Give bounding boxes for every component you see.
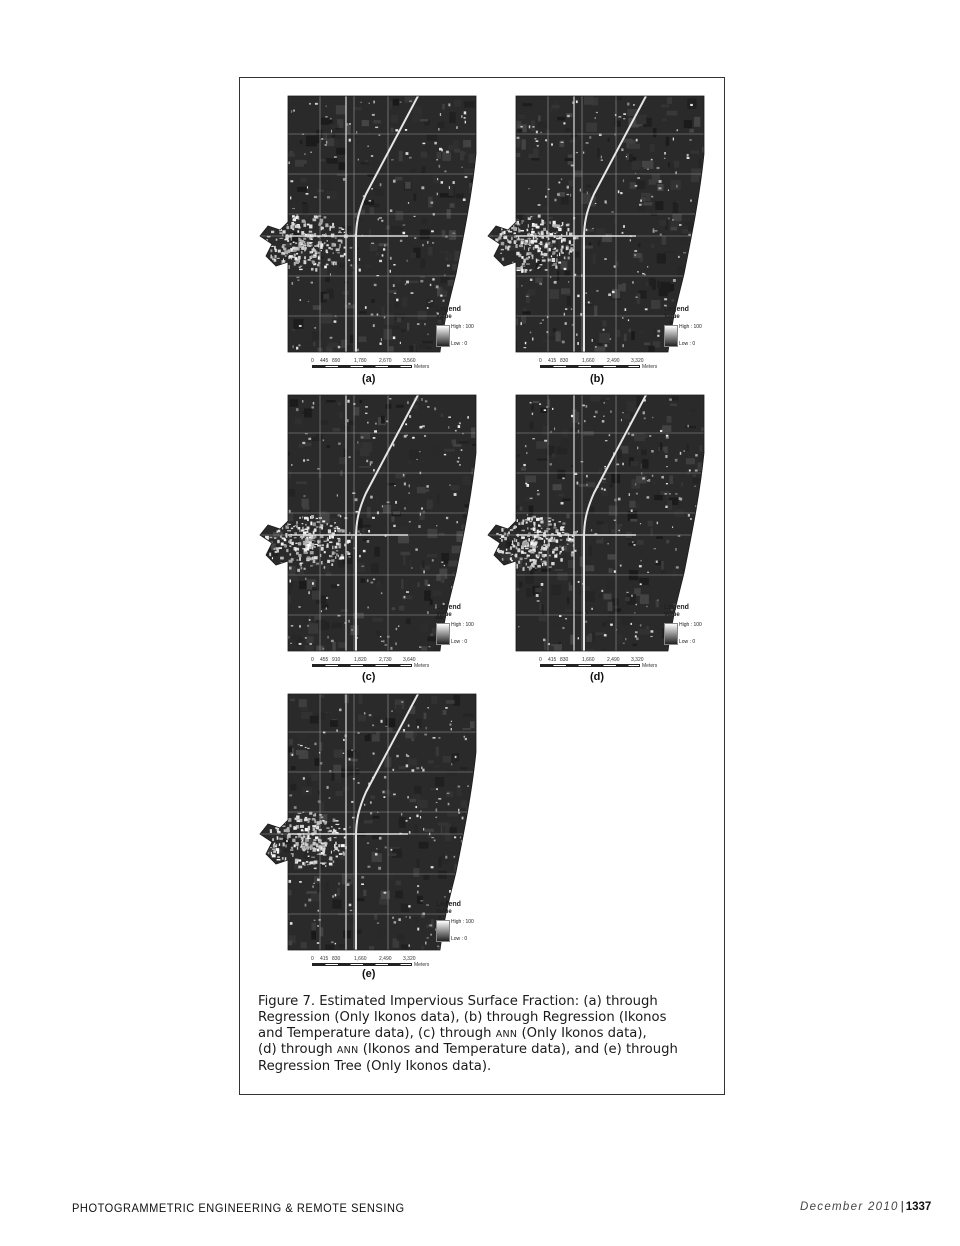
scale-tick: 0	[311, 956, 314, 962]
scale-unit: Meters	[414, 364, 430, 370]
legend-title: Legend	[436, 604, 461, 611]
legend-value-label: Value	[436, 909, 452, 915]
journal-name: PHOTOGRAMMETRIC ENGINEERING & REMOTE SENSING	[72, 1201, 405, 1215]
legend-high: High : 100	[451, 324, 474, 330]
scale-tick: 1,660	[354, 956, 367, 962]
caption-acronym: ANN	[495, 1028, 518, 1040]
scale-tick: 2,730	[379, 657, 392, 663]
map-panel-a	[258, 94, 474, 394]
scale-unit: Meters	[414, 962, 430, 968]
legend	[436, 901, 474, 942]
legend-value-label: Value	[436, 612, 452, 618]
scale-tick: 3,320	[403, 956, 416, 962]
legend	[436, 306, 474, 347]
scale-tick: 3,320	[631, 657, 644, 663]
scale-tick: 3,640	[403, 657, 416, 663]
legend-value-label: Value	[664, 612, 680, 618]
scale-bar-graphic	[312, 963, 412, 966]
scale-tick: 415	[320, 956, 329, 962]
map-panel-e	[258, 692, 474, 992]
caption-acronym: ANN	[336, 1045, 359, 1057]
scale-tick: 1,660	[582, 358, 595, 364]
scale-tick: 2,490	[607, 657, 620, 663]
panel-label-b: (b)	[590, 373, 605, 385]
scale-tick: 890	[332, 358, 341, 364]
panel-label-c: (c)	[362, 671, 376, 683]
caption-line: Regression Tree (Only Ikonos data).	[258, 1059, 492, 1075]
map-panel-d	[486, 393, 702, 693]
caption-text: (d) through	[258, 1042, 337, 1058]
legend-value-label: Value	[436, 314, 452, 320]
scale-tick: 1,820	[354, 657, 367, 663]
scale-tick: 0	[539, 358, 542, 364]
scale-tick: 3,320	[631, 358, 644, 364]
panel-label-e: (e)	[362, 968, 376, 980]
scale-tick: 0	[311, 358, 314, 364]
scale-unit: Meters	[642, 663, 658, 669]
legend	[436, 604, 474, 645]
legend-color-ramp	[436, 325, 450, 347]
scale-tick: 2,490	[607, 358, 620, 364]
footer-separator: |	[900, 1201, 904, 1213]
scale-tick: 2,490	[379, 956, 392, 962]
legend-low: Low : 0	[451, 341, 468, 347]
page-footer	[800, 1201, 931, 1213]
legend-high: High : 100	[679, 622, 702, 628]
legend-title: Legend	[664, 306, 689, 313]
scale-unit: Meters	[642, 364, 658, 370]
scale-tick: 415	[548, 657, 557, 663]
scale-bar-graphic	[312, 664, 412, 667]
scale-tick: 455	[320, 657, 329, 663]
caption-text: (Only Ikonos data),	[517, 1025, 647, 1041]
scale-tick: 2,670	[379, 358, 392, 364]
legend-color-ramp	[436, 623, 450, 645]
legend-title: Legend	[436, 901, 461, 908]
scale-bar-graphic	[540, 664, 640, 667]
caption-text: and Temperature data), (c) through	[258, 1025, 496, 1041]
scale-tick: 0	[311, 657, 314, 663]
caption-line: Regression (Only Ikonos data), (b) through Regression (Ikonos	[258, 1009, 667, 1025]
map-panel-c	[258, 393, 474, 693]
page-number: 1337	[905, 1201, 932, 1213]
panel-label-d: (d)	[590, 671, 605, 683]
legend-color-ramp	[436, 920, 450, 942]
scale-tick: 1,780	[354, 358, 367, 364]
issue-date: December 2010	[800, 1201, 899, 1213]
caption-line	[258, 1026, 708, 1043]
legend	[664, 604, 702, 645]
scale-tick: 3,560	[403, 358, 416, 364]
figure-caption	[258, 994, 708, 1075]
legend-high: High : 100	[451, 622, 474, 628]
legend-color-ramp	[664, 325, 678, 347]
legend-high: High : 100	[451, 919, 474, 925]
legend-low: Low : 0	[451, 639, 468, 645]
legend-low: Low : 0	[451, 936, 468, 942]
scale-tick: 445	[320, 358, 329, 364]
legend	[664, 306, 702, 347]
scale-bar-graphic	[312, 365, 412, 368]
caption-line: Figure 7. Estimated Impervious Surface Fraction: (a) through	[258, 994, 658, 1009]
legend-low: Low : 0	[679, 639, 696, 645]
scale-tick: 830	[560, 657, 569, 663]
legend-title: Legend	[664, 604, 689, 611]
legend-color-ramp	[664, 623, 678, 645]
scale-tick: 830	[560, 358, 569, 364]
legend-value-label: Value	[664, 314, 680, 320]
scale-tick: 830	[332, 956, 341, 962]
scale-tick: 1,660	[582, 657, 595, 663]
caption-text: (Ikonos and Temperature data), and (e) through	[358, 1042, 678, 1058]
scale-tick: 910	[332, 657, 341, 663]
legend-title: Legend	[436, 306, 461, 313]
scale-tick: 0	[539, 657, 542, 663]
scale-tick: 415	[548, 358, 557, 364]
scale-unit: Meters	[414, 663, 430, 669]
scale-bar-graphic	[540, 365, 640, 368]
panel-label-a: (a)	[362, 373, 376, 385]
legend-high: High : 100	[679, 324, 702, 330]
caption-line	[258, 1042, 708, 1059]
legend-low: Low : 0	[679, 341, 696, 347]
map-panel-b	[486, 94, 702, 394]
